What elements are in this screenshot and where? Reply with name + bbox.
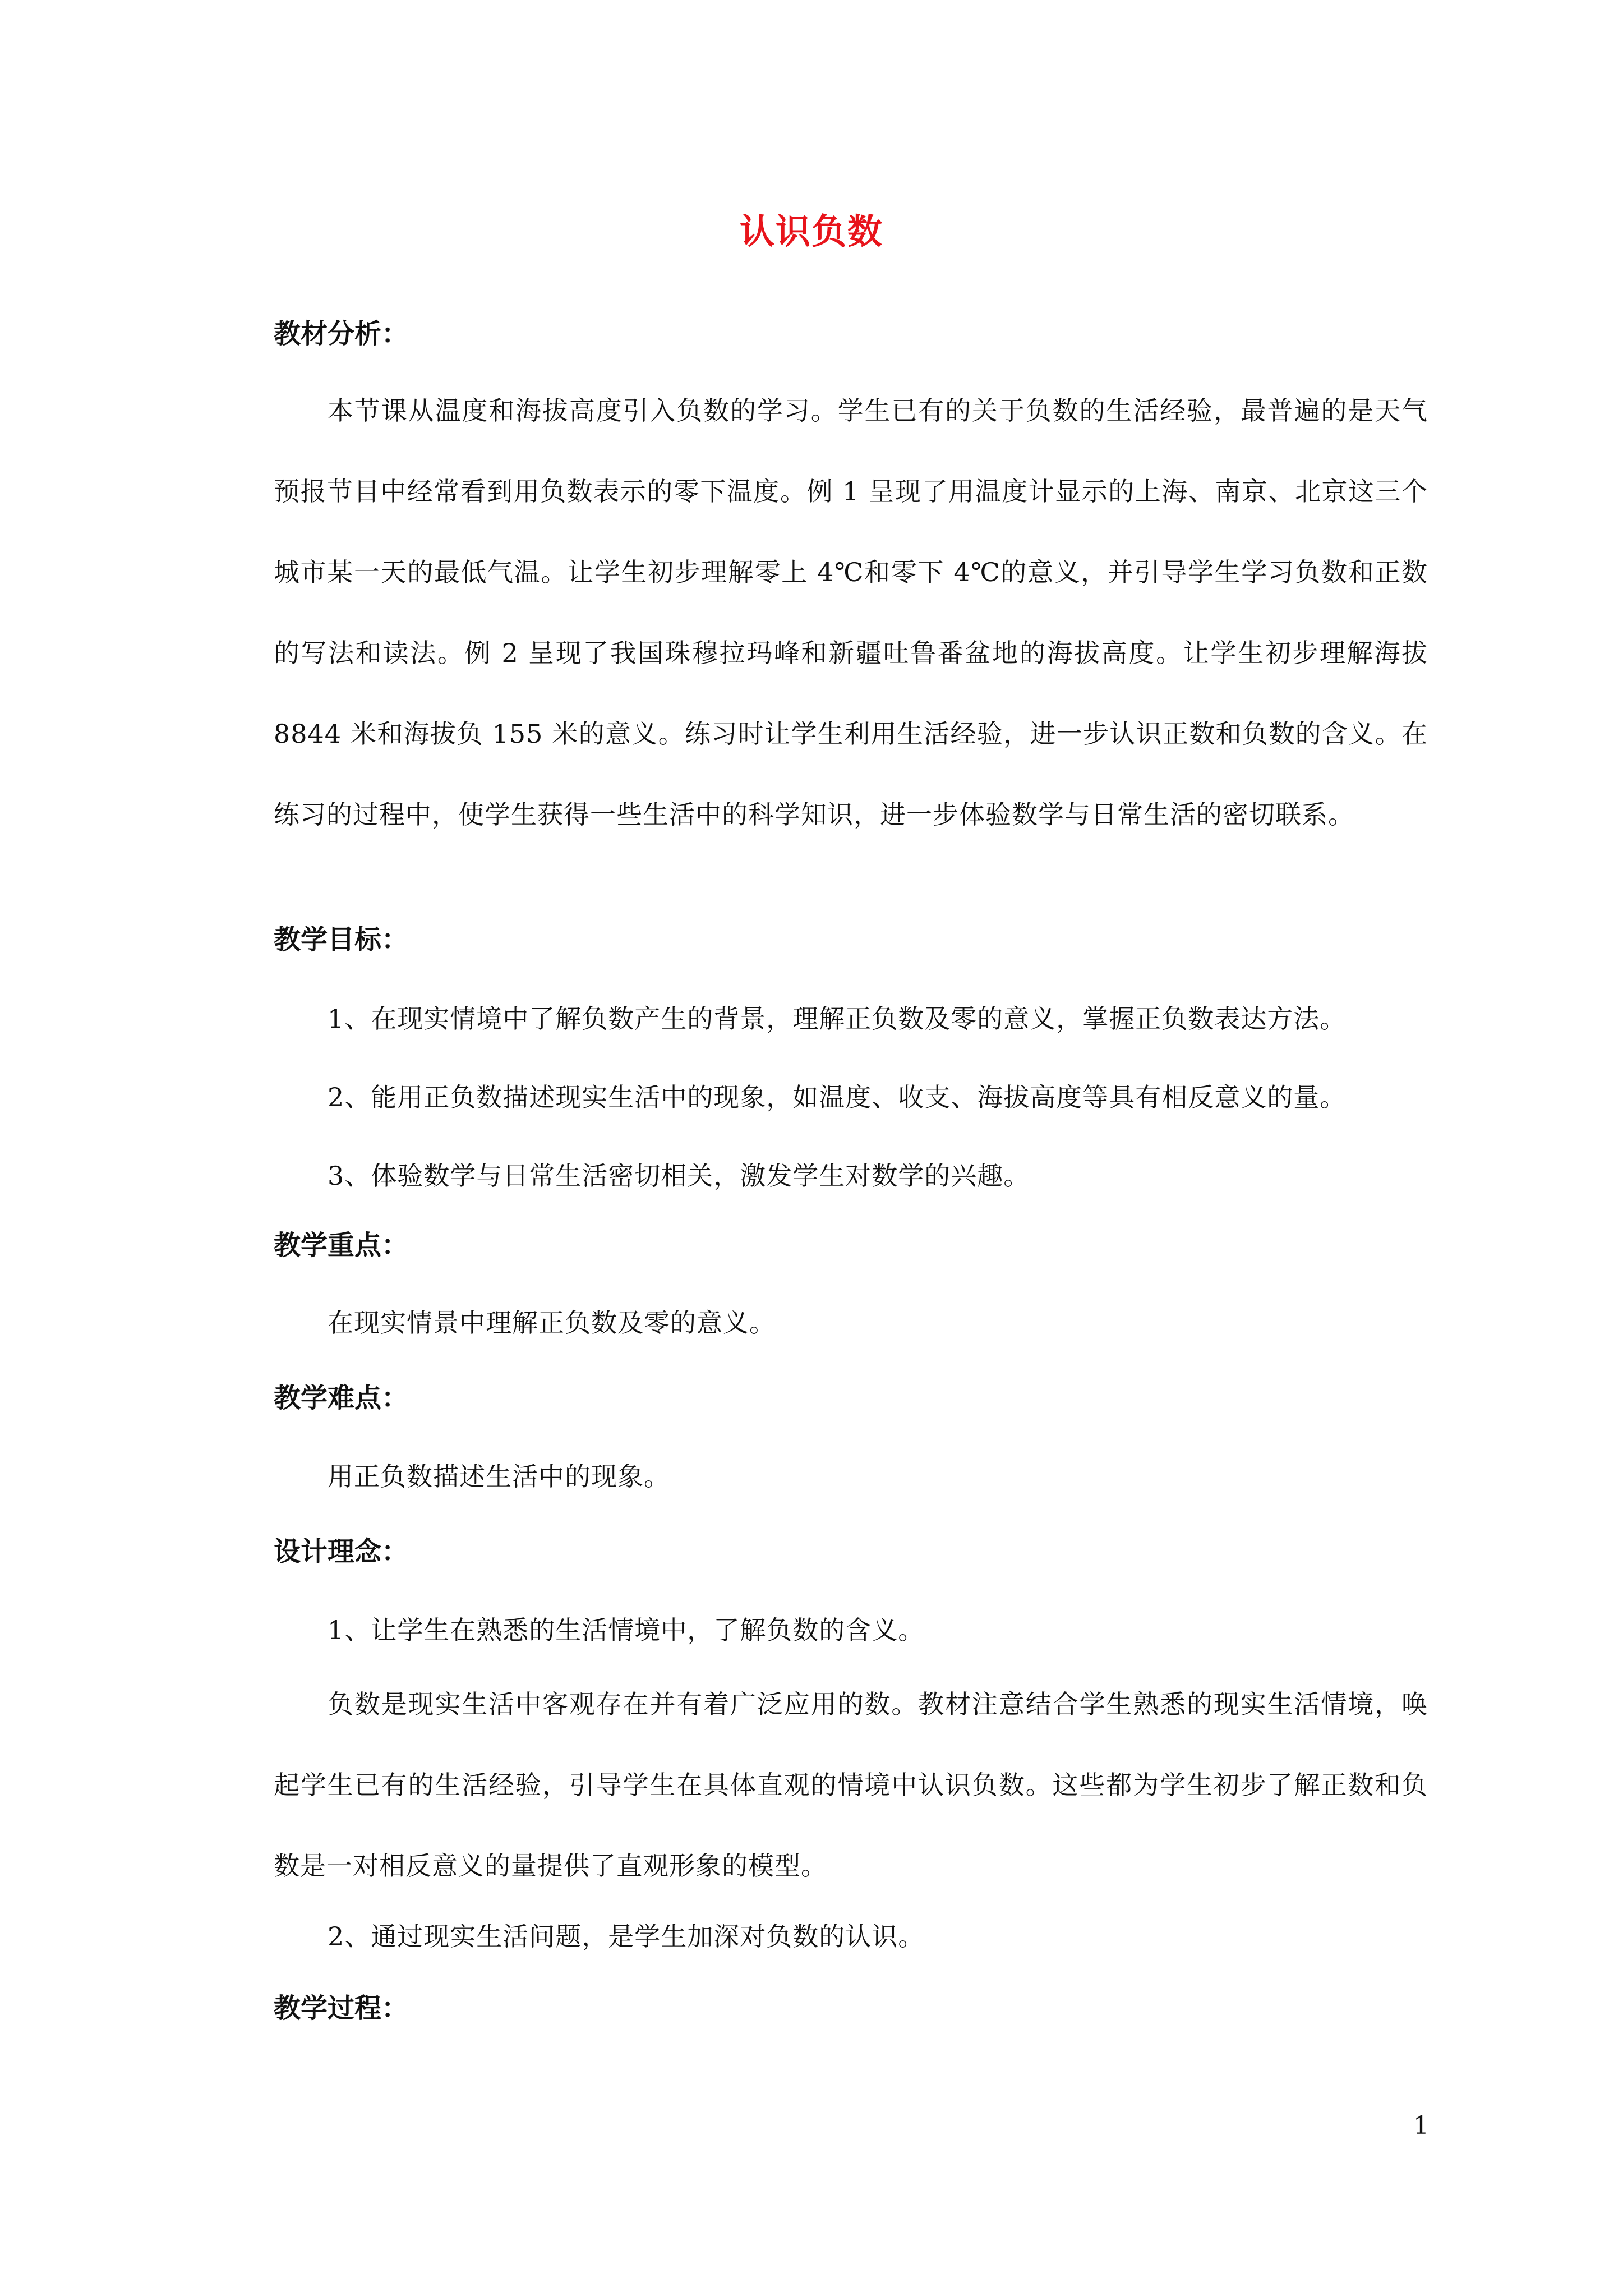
paragraph-textbook-analysis: 本节课从温度和海拔高度引入负数的学习。学生已有的关于负数的生活经验，最普遍的是天气预报节目中经常看到用负数表示的零下温度。例 1 呈现了用温度计显示的上海、南京、北京这三个城市某一天的最低气温。让学生初步理解零上 4℃和零下 4℃的意义，并引导学生学习负数和正数的写法和读法。例 2 呈现了我国珠穆拉玛峰和新疆吐鲁番盆地的海拔高度。让学生初步理解海拔 8844 米和海拔负 155 米的意义。练习时让学生利用生活经验，进一步认识正数和负数的含义。在练习的过程中，使学生获得一些生活中的科学知识，进一步体验数学与日常生活的密切联系。: [274, 395, 1428, 830]
heading-teaching-objectives: 教学目标：: [274, 924, 409, 955]
heading-teaching-process: 教学过程：: [274, 1993, 409, 2024]
heading-design-concept: 设计理念：: [274, 1536, 409, 1567]
objective-item-3: 3、体验数学与日常生活密切相关，激发学生对数学的兴趣。: [328, 1161, 1030, 1191]
design-item-1: 1、让学生在熟悉的生活情境中，了解负数的含义。: [328, 1615, 925, 1645]
page-number: 1: [1413, 2111, 1429, 2140]
design-item-2: 2、通过现实生活问题，是学生加深对负数的认识。: [328, 1921, 925, 1952]
heading-textbook-analysis: 教材分析：: [274, 318, 409, 349]
objective-item-1: 1、在现实情境中了解负数产生的背景，理解正负数及零的意义，掌握正负数表达方法。: [328, 1004, 1347, 1034]
document-title: 认识负数: [739, 211, 883, 252]
heading-difficulties: 教学难点：: [274, 1382, 409, 1414]
difficulties-text: 用正负数描述生活中的现象。: [328, 1461, 670, 1492]
paragraph-design-concept: 负数是现实生活中客观存在并有着广泛应用的数。教材注意结合学生熟悉的现实生活情境，唤起学生已有的生活经验，引导学生在具体直观的情境中认识负数。这些都为学生初步了解正数和负数是一对相反意义的量提供了直观形象的模型。: [274, 1689, 1428, 1881]
objective-item-2: 2、能用正负数描述现实生活中的现象，如温度、收支、海拔高度等具有相反意义的量。: [328, 1082, 1347, 1112]
heading-key-points: 教学重点：: [274, 1230, 409, 1261]
key-points-text: 在现实情景中理解正负数及零的意义。: [328, 1308, 776, 1338]
